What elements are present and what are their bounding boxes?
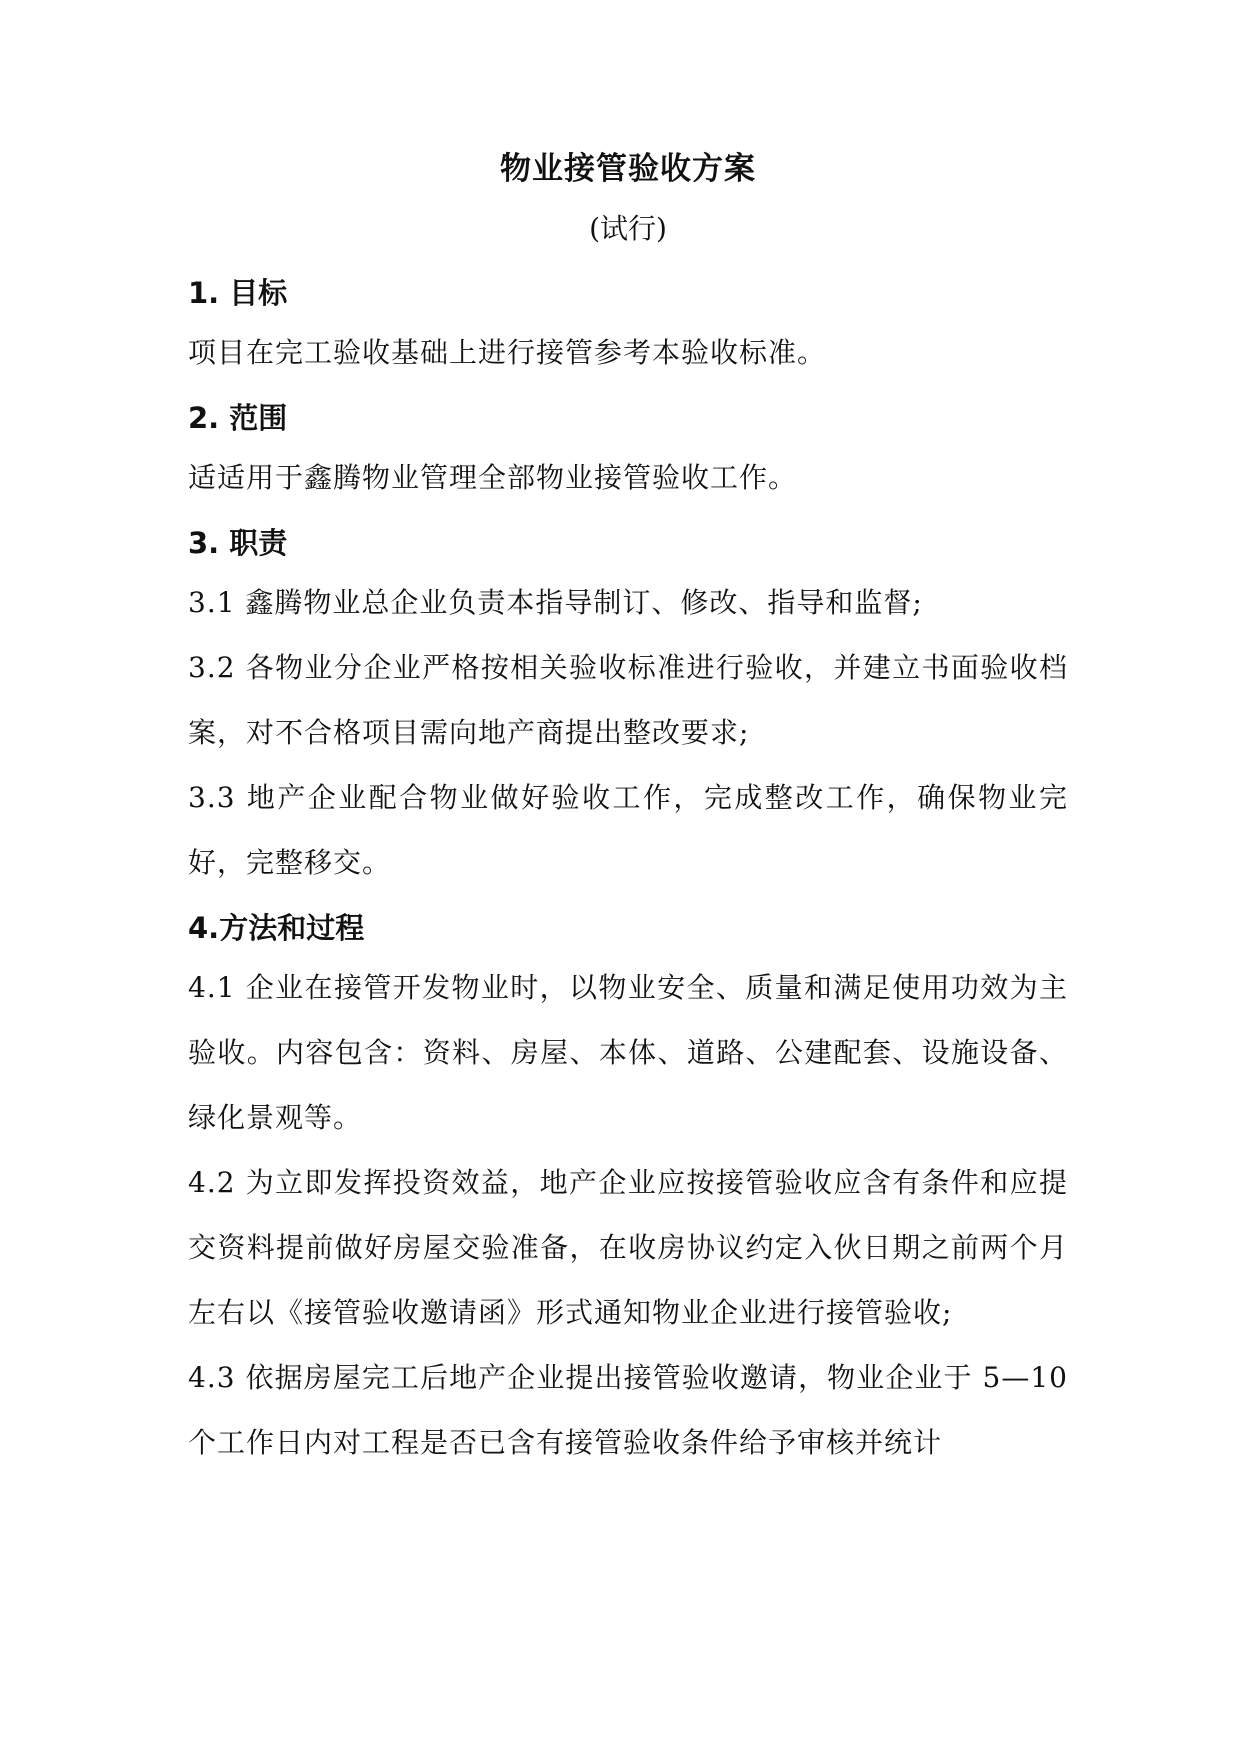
section-paragraph: 3.1 鑫腾物业总企业负责本指导制订、修改、指导和监督; <box>188 586 923 619</box>
section-paragraph: 项目在完工验收基础上进行接管参考本验收标准。 <box>188 336 827 369</box>
section-heading-goal: 1. 目标 <box>188 276 288 310</box>
section-heading-responsibilities: 3. 职责 <box>188 526 288 560</box>
section-paragraph: 4.2 为立即发挥投资效益，地产企业应按接管验收应含有条件和应提交资料提前做好房屋交验准备，在收房协议约定入伙日期之前两个月左右以《接管验收邀请函》形式通知物业企业进行接管验收; <box>188 1166 1068 1329</box>
section-heading-scope: 2. 范围 <box>188 401 288 435</box>
section-paragraph: 4.3 依据房屋完工后地产企业提出接管验收邀请，物业企业于 5—10 个工作日内对工程是否已含有接管验收条件给予审核并统计 <box>188 1361 1068 1459</box>
section-paragraph: 3.2 各物业分企业严格按相关验收标准进行验收，并建立书面验收档案，对不合格项目需向地产商提出整改要求; <box>188 651 1068 749</box>
document-title: 物业接管验收方案 <box>500 151 756 187</box>
section-heading-methods: 4.方法和过程 <box>188 911 365 945</box>
document-subtitle: (试行) <box>589 212 667 245</box>
section-paragraph: 4.1 企业在接管开发物业时，以物业安全、质量和满足使用功效为主验收。内容包含：资料、房屋、本体、道路、公建配套、设施设备、绿化景观等。 <box>188 971 1068 1134</box>
document-content <box>188 150 1068 1475</box>
section-paragraph: 3.3 地产企业配合物业做好验收工作，完成整改工作，确保物业完好，完整移交。 <box>188 781 1068 879</box>
section-paragraph: 适适用于鑫腾物业管理全部物业接管验收工作。 <box>188 461 798 494</box>
